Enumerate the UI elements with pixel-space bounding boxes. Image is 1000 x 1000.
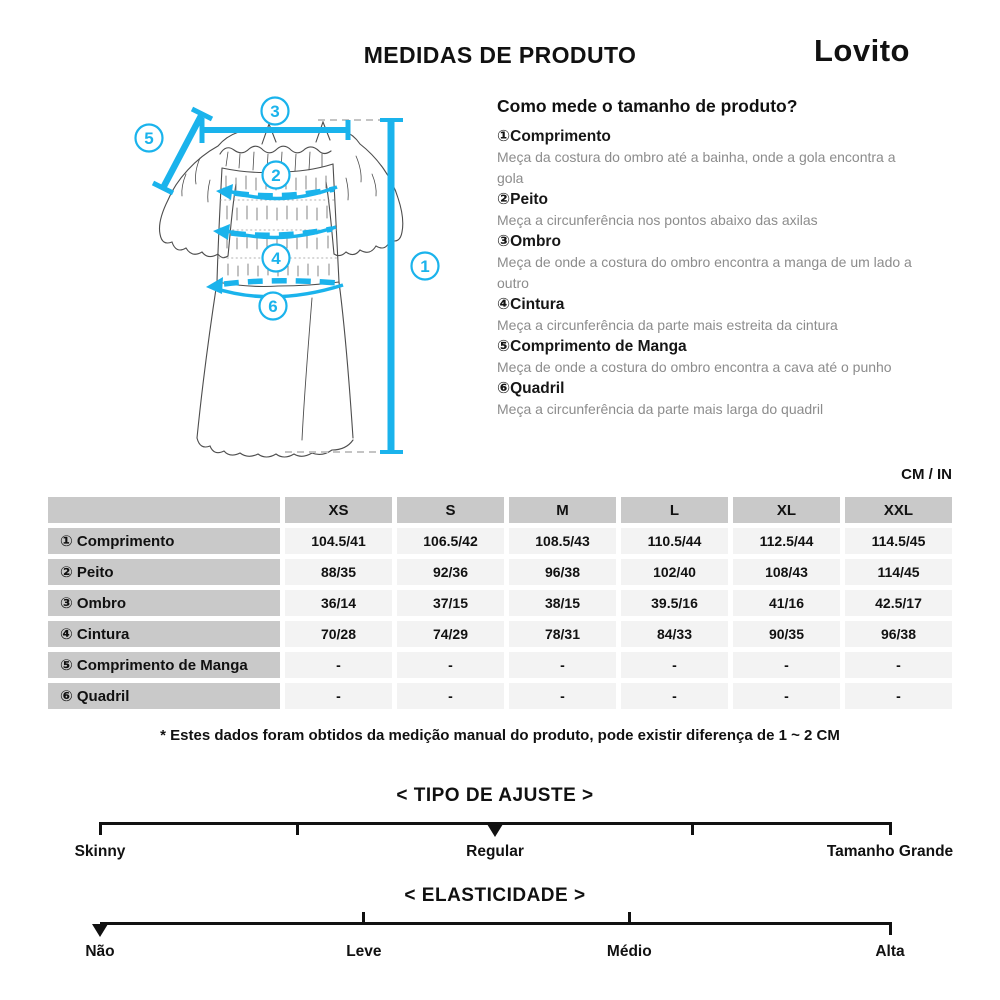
size-value-cell: - — [285, 652, 392, 678]
svg-text:6: 6 — [268, 297, 278, 316]
size-value-cell: 114.5/45 — [845, 528, 952, 554]
size-value-cell: 78/31 — [509, 621, 616, 647]
elasticity-scale — [85, 885, 905, 963]
waist-arrowhead — [213, 224, 230, 240]
measurement-disclaimer: * Estes dados foram obtidos da medição manual do produto, pode existir diferença de 1 ~ 2 CM — [160, 727, 840, 744]
table-corner-cell — [48, 497, 280, 523]
measurement-marker-6 — [260, 293, 287, 320]
scale-tick — [691, 822, 694, 835]
size-value-cell: - — [845, 652, 952, 678]
measurement-guide — [497, 96, 919, 420]
length-measure-line — [380, 120, 403, 452]
fit-label-tamanho-grande: Tamanho Grande — [826, 843, 954, 860]
size-value-cell: 104.5/41 — [285, 528, 392, 554]
scale-tick — [628, 912, 631, 925]
guide-item — [497, 336, 919, 378]
size-value-cell: - — [845, 683, 952, 709]
measurement-marker-4 — [263, 245, 290, 272]
size-value-cell: - — [285, 683, 392, 709]
size-value-cell: 102/40 — [621, 559, 728, 585]
scale-tick — [889, 922, 892, 935]
fit-scale-line — [100, 822, 890, 825]
size-value-cell: 42.5/17 — [845, 590, 952, 616]
guide-title: Como mede o tamanho de produto? — [497, 96, 798, 116]
size-value-cell: 90/35 — [733, 621, 840, 647]
waist-measure-ellipse — [220, 227, 336, 238]
guide-item-label: ②Peito — [497, 191, 549, 208]
scale-tick — [889, 822, 892, 835]
guide-item — [497, 231, 919, 294]
size-value-cell: 110.5/44 — [621, 528, 728, 554]
size-value-cell: - — [621, 652, 728, 678]
size-value-cell: - — [733, 652, 840, 678]
row-label-cintura: ④ Cintura — [48, 621, 280, 647]
svg-text:2: 2 — [271, 166, 281, 185]
fit-type-scale — [74, 785, 954, 863]
size-value-cell: 38/15 — [509, 590, 616, 616]
column-header-s: S — [397, 497, 504, 523]
size-value-cell: 36/14 — [285, 590, 392, 616]
hip-arrowhead — [206, 277, 223, 294]
size-value-cell: - — [397, 683, 504, 709]
row-label-comprimento-de-manga: ⑤ Comprimento de Manga — [48, 652, 280, 678]
size-value-cell: 112.5/44 — [733, 528, 840, 554]
fit-label-regular: Regular — [466, 843, 524, 860]
size-value-cell: 88/35 — [285, 559, 392, 585]
guide-item-label: ④Cintura — [497, 296, 565, 313]
scale-tick — [99, 822, 102, 835]
row-label-peito: ② Peito — [48, 559, 280, 585]
dress-measurement-diagram — [50, 88, 470, 468]
measurement-marker-2 — [263, 162, 290, 189]
guide-item-label: ⑥Quadril — [497, 380, 565, 397]
svg-text:3: 3 — [270, 102, 280, 121]
scale-tick — [296, 822, 299, 835]
row-label-quadril: ⑥ Quadril — [48, 683, 280, 709]
size-value-cell: 74/29 — [397, 621, 504, 647]
size-value-cell: 96/38 — [845, 621, 952, 647]
brand-logo: Lovito — [814, 33, 910, 68]
elasticity-label-alta: Alta — [875, 943, 905, 960]
scale-tick — [362, 912, 365, 925]
column-header-l: L — [621, 497, 728, 523]
measurement-marker-3 — [262, 98, 289, 125]
column-header-xs: XS — [285, 497, 392, 523]
row-label-comprimento: ① Comprimento — [48, 528, 280, 554]
unit-label: CM / IN — [901, 466, 952, 483]
elasticity-label-medio: Médio — [606, 943, 652, 960]
elasticity-scale-line — [100, 922, 890, 925]
size-value-cell: 108.5/43 — [509, 528, 616, 554]
guide-item-label: ⑤Comprimento de Manga — [497, 338, 687, 355]
elasticity-scale-labels — [85, 943, 905, 963]
guide-item-label: ①Comprimento — [497, 128, 611, 145]
size-value-cell: 106.5/42 — [397, 528, 504, 554]
guide-item-label: ③Ombro — [497, 233, 561, 250]
chest-arrowhead — [216, 184, 233, 200]
size-value-cell: 108/43 — [733, 559, 840, 585]
elasticity-label-nao: Não — [85, 943, 115, 960]
svg-text:1: 1 — [420, 257, 430, 276]
size-value-cell: - — [621, 683, 728, 709]
size-value-cell: - — [509, 683, 616, 709]
column-header-m: M — [509, 497, 616, 523]
size-value-cell: - — [509, 652, 616, 678]
fit-label-skinny: Skinny — [74, 843, 126, 860]
measurement-marker-1 — [412, 253, 439, 280]
guide-item-description: Meça a circunferência nos pontos abaixo das axilas — [497, 212, 818, 228]
size-value-cell: 41/16 — [733, 590, 840, 616]
guide-item-description: Meça a circunferência da parte mais larga do quadril — [497, 401, 824, 417]
elasticity-scale-title: < ELASTICIDADE > — [404, 885, 586, 906]
size-value-cell: 84/33 — [621, 621, 728, 647]
size-table — [48, 497, 952, 709]
page-title: MEDIDAS DE PRODUTO — [363, 42, 637, 68]
column-header-xxl: XXL — [845, 497, 952, 523]
fit-scale-marker-icon — [487, 824, 503, 837]
guide-item-description: Meça a circunferência da parte mais estreita da cintura — [497, 317, 838, 333]
guide-item-description: Meça de onde a costura do ombro encontra a cava até o punho — [497, 359, 892, 375]
size-value-cell: 96/38 — [509, 559, 616, 585]
row-label-ombro: ③ Ombro — [48, 590, 280, 616]
guide-item — [497, 294, 919, 336]
size-value-cell: - — [733, 683, 840, 709]
fit-scale-labels — [74, 843, 954, 863]
svg-text:4: 4 — [271, 249, 281, 268]
size-value-cell: 37/15 — [397, 590, 504, 616]
svg-text:5: 5 — [144, 129, 154, 148]
guide-item-description: Meça de onde a costura do ombro encontra a manga de um lado a outro — [497, 254, 912, 291]
elasticity-label-leve: Leve — [346, 943, 382, 960]
size-value-cell: - — [397, 652, 504, 678]
guide-item-description: Meça da costura do ombro até a bainha, onde a gola encontra a gola — [497, 149, 896, 186]
guide-item — [497, 126, 919, 189]
column-header-xl: XL — [733, 497, 840, 523]
size-value-cell: 39.5/16 — [621, 590, 728, 616]
size-value-cell: 114/45 — [845, 559, 952, 585]
elasticity-scale-marker-icon — [92, 924, 108, 937]
size-value-cell: 92/36 — [397, 559, 504, 585]
measurement-marker-5 — [136, 125, 163, 152]
guide-item — [497, 189, 919, 231]
size-value-cell: 70/28 — [285, 621, 392, 647]
fit-scale-title: < TIPO DE AJUSTE > — [396, 785, 594, 806]
guide-item — [497, 378, 919, 420]
